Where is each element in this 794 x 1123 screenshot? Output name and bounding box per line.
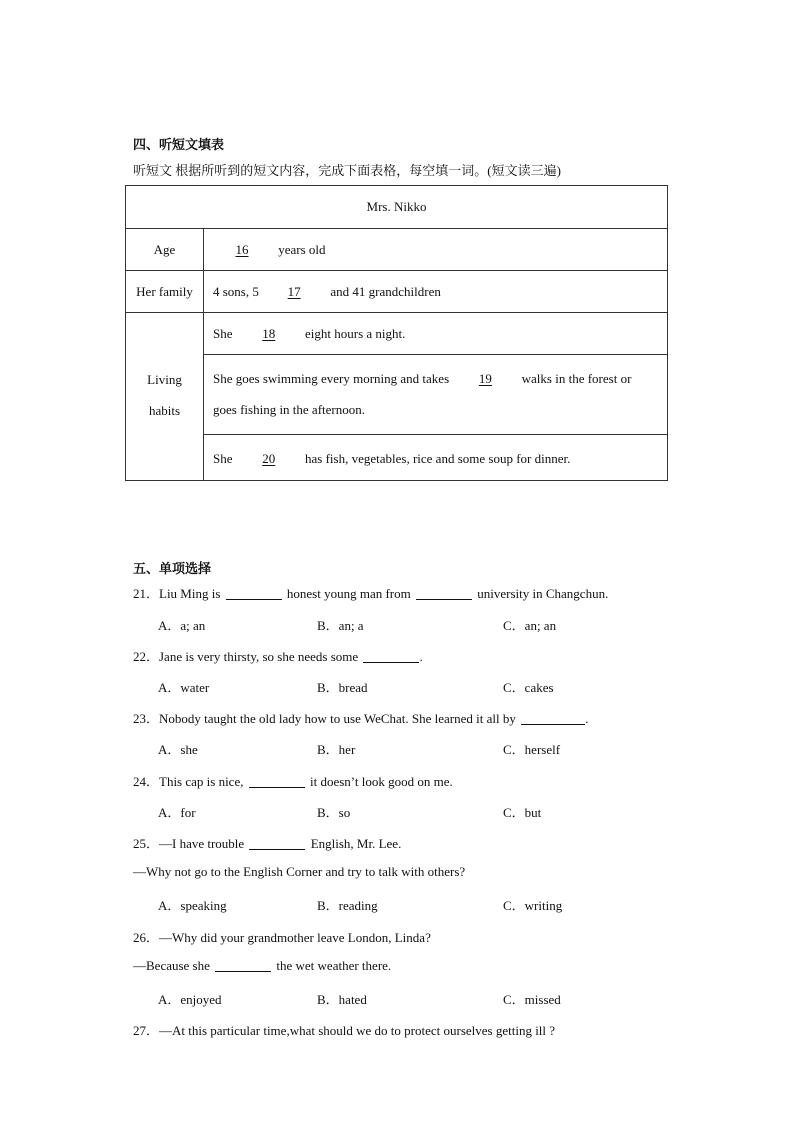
row-dinner-content (213, 451, 570, 467)
question-text: . (585, 711, 589, 726)
option-b[interactable]: B．her (317, 742, 356, 757)
question-text: university in Changchun. (477, 586, 609, 601)
option-a[interactable]: A．a; an (158, 618, 206, 633)
row-sleep-content (213, 326, 405, 342)
question-24 (133, 771, 453, 790)
option-c[interactable]: C．writing (503, 898, 563, 913)
row-label-age: Age (153, 242, 176, 257)
question-26: 26．—Why did your grandmother leave London, Linda? (133, 930, 431, 945)
option-c[interactable]: C．herself (503, 742, 561, 757)
option-b[interactable]: B．bread (317, 680, 368, 695)
question-25-line2: —Why not go to the English Corner and try to talk with others? (133, 864, 466, 879)
row-age-text: years old (278, 242, 326, 257)
section-4-instruction: 听短文 根据所听到的短文内容，完成下面表格，每空填一词。(短文读三遍) (133, 163, 561, 178)
answer-blank[interactable] (363, 650, 419, 663)
answer-blank[interactable] (521, 712, 585, 725)
question-text: honest young man from (286, 586, 411, 601)
table-rule (126, 312, 667, 313)
option-c[interactable]: C．missed (503, 992, 561, 1007)
answer-blank-20[interactable]: 20 (262, 451, 276, 466)
question-text: 21．Liu Ming is (133, 586, 221, 601)
answer-blank[interactable] (249, 837, 305, 850)
question-text: —Because she (133, 958, 210, 973)
answer-blank-18[interactable]: 18 (262, 326, 276, 341)
question-22 (133, 646, 423, 665)
option-c[interactable]: C．cakes (503, 680, 554, 695)
option-b[interactable]: B．an; a (317, 618, 364, 633)
option-c[interactable]: C．an; an (503, 618, 557, 633)
answer-blank[interactable] (249, 775, 305, 788)
option-a[interactable]: A．she (158, 742, 198, 757)
row-dinner-text: She (213, 451, 233, 466)
row-age-content (213, 242, 326, 258)
option-a[interactable]: A．enjoyed (158, 992, 222, 1007)
option-a[interactable]: A．speaking (158, 898, 227, 913)
answer-blank-16[interactable]: 16 (235, 242, 249, 257)
question-text: 23．Nobody taught the old lady how to use WeChat. She learned it all by (133, 711, 516, 726)
question-23 (133, 708, 588, 727)
row-swim-text-after: walks in the forest or (521, 371, 632, 386)
option-c[interactable]: C．but (503, 805, 542, 820)
option-a[interactable]: A．water (158, 680, 210, 695)
option-b[interactable]: B．reading (317, 898, 378, 913)
question-21 (133, 583, 608, 602)
row-label-habits: habits (148, 403, 181, 418)
row-sleep-text-after: eight hours a night. (305, 326, 406, 341)
row-family-text-after: and 41 grandchildren (330, 284, 441, 299)
answer-blank[interactable] (416, 587, 472, 600)
row-label-living: Living (147, 372, 182, 387)
question-26-line2 (133, 958, 391, 974)
question-text: 25．—I have trouble (133, 836, 245, 851)
question-text: English, Mr. Lee. (310, 836, 402, 851)
row-sleep-text: She (213, 326, 233, 341)
section-4-title: 四、听短文填表 (133, 137, 225, 152)
answer-blank[interactable] (226, 587, 282, 600)
row-family-content (213, 284, 441, 300)
section-5-title: 五、单项选择 (133, 561, 212, 576)
answer-blank[interactable] (215, 959, 271, 972)
option-b[interactable]: B．so (317, 805, 351, 820)
answer-blank-19[interactable]: 19 (478, 371, 492, 386)
question-text: . (419, 649, 423, 664)
row-swim-line2: goes fishing in the afternoon. (213, 402, 365, 417)
answer-blank-17[interactable]: 17 (287, 284, 301, 299)
question-text: the wet weather there. (276, 958, 392, 973)
question-27: 27．—At this particular time,what should we do to protect ourselves getting ill ? (133, 1023, 556, 1038)
table-rule (203, 434, 667, 435)
listening-table (125, 185, 668, 481)
question-25 (133, 833, 401, 852)
table-header: Mrs. Nikko (366, 199, 427, 214)
row-label-family: Her family (136, 284, 193, 299)
option-b[interactable]: B．hated (317, 992, 367, 1007)
table-rule (126, 228, 667, 229)
question-text: it doesn’t look good on me. (309, 774, 453, 789)
table-rule (203, 354, 667, 355)
row-swim-text: She goes swimming every morning and takes (213, 371, 450, 386)
option-a[interactable]: A．for (158, 805, 196, 820)
row-swim-content (213, 371, 631, 387)
row-dinner-text-after: has fish, vegetables, rice and some soup for dinner. (305, 451, 571, 466)
question-text: 24．This cap is nice, (133, 774, 244, 789)
table-rule (203, 228, 204, 480)
row-family-text: 4 sons, 5 (213, 284, 259, 299)
question-text: 22．Jane is very thirsty, so she needs some (133, 649, 359, 664)
table-rule (126, 270, 667, 271)
